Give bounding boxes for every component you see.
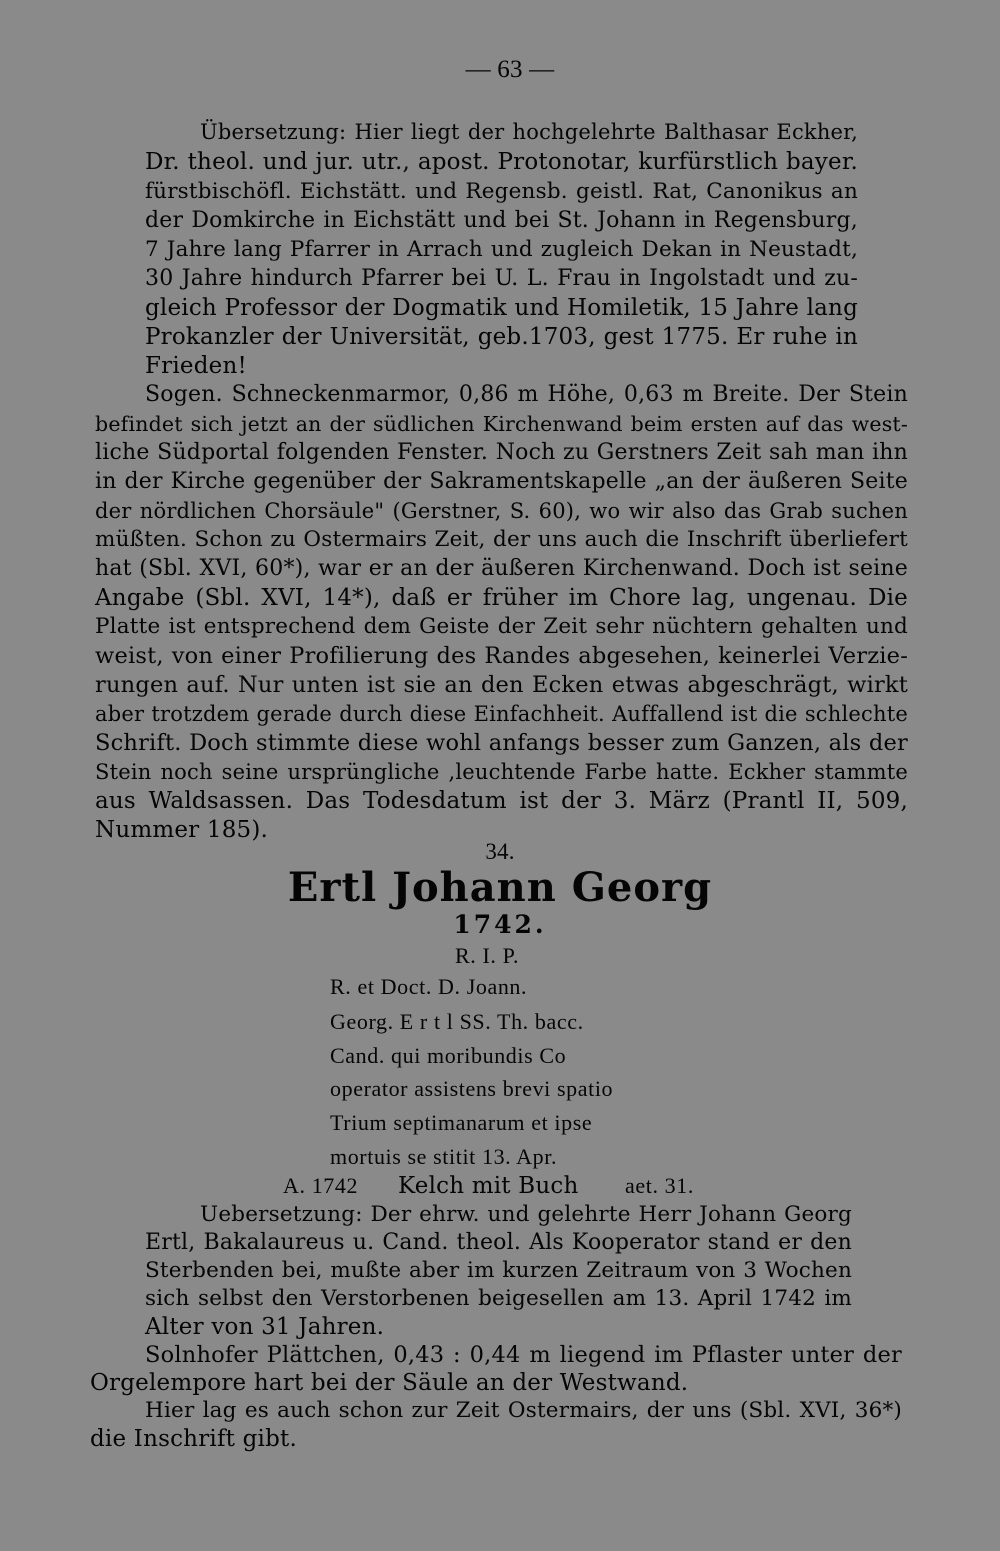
text-line: liche Südportal folgenden Fenster. Noch zu Gerstners Zeit sah man ihn [95,440,908,465]
text-line: Sogen. Schneckenmarmor, 0,86 m Höhe, 0,63 m Breite. Der Stein [145,382,908,407]
text-line: müßten. Schon zu Ostermairs Zeit, der uns auch die Inschrift überliefert [95,527,908,552]
text-line: Uebersetzung: Der ehrw. und gelehrte Herr Johann Georg [200,1202,852,1227]
inscription-line: Cand. qui moribundis Co [330,1043,567,1068]
page-number: — 63 — [465,56,555,83]
text-line: Hier lag es auch schon zur Zeit Ostermairs, der uns (Sbl. XVI, 36*) [145,1398,902,1423]
inscription-line: operator assistens brevi spatio [330,1076,614,1101]
text-line: Orgelempore hart bei der Säule an der Westwand. [90,1370,689,1396]
text-line: rungen auf. Nur unten ist sie an den Ecken etwas abgeschrägt, wirkt [95,672,908,698]
text-line: befindet sich jetzt an der südlichen Kirchenwand beim ersten auf das west- [95,412,908,436]
text-line: gleich Professor der Dogmatik und Homiletik, 15 Jahre lang [145,295,858,321]
text-line: Solnhofer Plättchen, 0,43 : 0,44 m liegend im Pflaster unter der [145,1342,902,1368]
relief-note: Kelch mit Buch [398,1173,579,1199]
text-line: 7 Jahre lang Pfarrer in Arrach und zugleich Dekan in Neustadt, [145,237,858,262]
text-line: Ertl, Bakalaureus u. Cand. theol. Als Kooperator stand er den [145,1230,852,1255]
text-line: Platte ist entsprechend dem Geiste der Zeit sehr nüchtern gehalten und [95,614,908,639]
inscription-age: aet. 31. [625,1173,694,1198]
text-line: Frieden! [145,353,247,379]
inscription-line: Georg. E r t l SS. Th. bacc. [330,1009,584,1034]
text-line: Angabe (Sbl. XVI, 14*), daß er früher im Chore lag, ungenau. Die [95,585,908,611]
text-line: Prokanzler der Universität, geb.1703, gest 1775. Er ruhe in [145,324,858,350]
text-line: Nummer 185). [95,817,269,843]
inscription-date: A. 1742 [283,1173,359,1198]
inscription-line: R. et Doct. D. Joann. [330,974,528,999]
text-line: Sterbenden bei, mußte aber im kurzen Zeitraum von 3 Wochen [145,1258,852,1283]
text-line: fürstbischöfl. Eichstätt. und Regensb. geistl. Rat, Canonikus an [145,179,858,204]
entry-title: Ertl Johann Georg [287,864,713,911]
entry-number: 34. [485,839,515,864]
text-line: Stein noch seine ursprüngliche ,leuchtende Farbe hatte. Eckher stammte [95,760,908,784]
inscription-line: R. I. P. [455,943,520,968]
text-line: Alter von 31 Jahren. [145,1314,385,1340]
text-line: sich selbst den Verstorbenen beigesellen am 13. April 1742 im [145,1286,852,1311]
text-line: weist, von einer Profilierung des Randes abgesehen, keinerlei Verzie- [95,643,908,669]
text-line: aus Waldsassen. Das Todesdatum ist der 3. März (Prantl II, 509, [95,788,908,814]
entry-year: 1742. [453,910,547,939]
inscription-line: Trium septimanarum et ipse [330,1110,593,1135]
text-line: aber trotzdem gerade durch diese Einfachheit. Auffallend ist die schlechte [95,702,908,726]
text-line: 30 Jahre hindurch Pfarrer bei U. L. Frau in Ingolstadt und zu- [145,266,858,291]
text-line: hat (Sbl. XVI, 60*), war er an der äußeren Kirchenwand. Doch ist seine [95,556,908,581]
text-line: in der Kirche gegenüber der Sakramentskapelle „an der äußeren Seite [95,469,908,494]
text-line: der nördlichen Chorsäule" (Gerstner, S. 60), wo wir also das Grab suchen [95,499,908,523]
text-line: Übersetzung: Hier liegt der hochgelehrte Balthasar Eckher, [200,120,858,144]
text-line: Dr. theol. und jur. utr., apost. Protonotar, kurfürstlich bayer. [145,149,858,175]
text-line: Schrift. Doch stimmte diese wohl anfangs besser zum Ganzen, als der [95,730,908,756]
text-line: die Inschrift gibt. [90,1426,297,1452]
inscription-line: mortuis se stitit 13. Apr. [330,1144,558,1169]
text-line: der Domkirche in Eichstätt und bei St. Johann in Regensburg, [145,208,858,233]
